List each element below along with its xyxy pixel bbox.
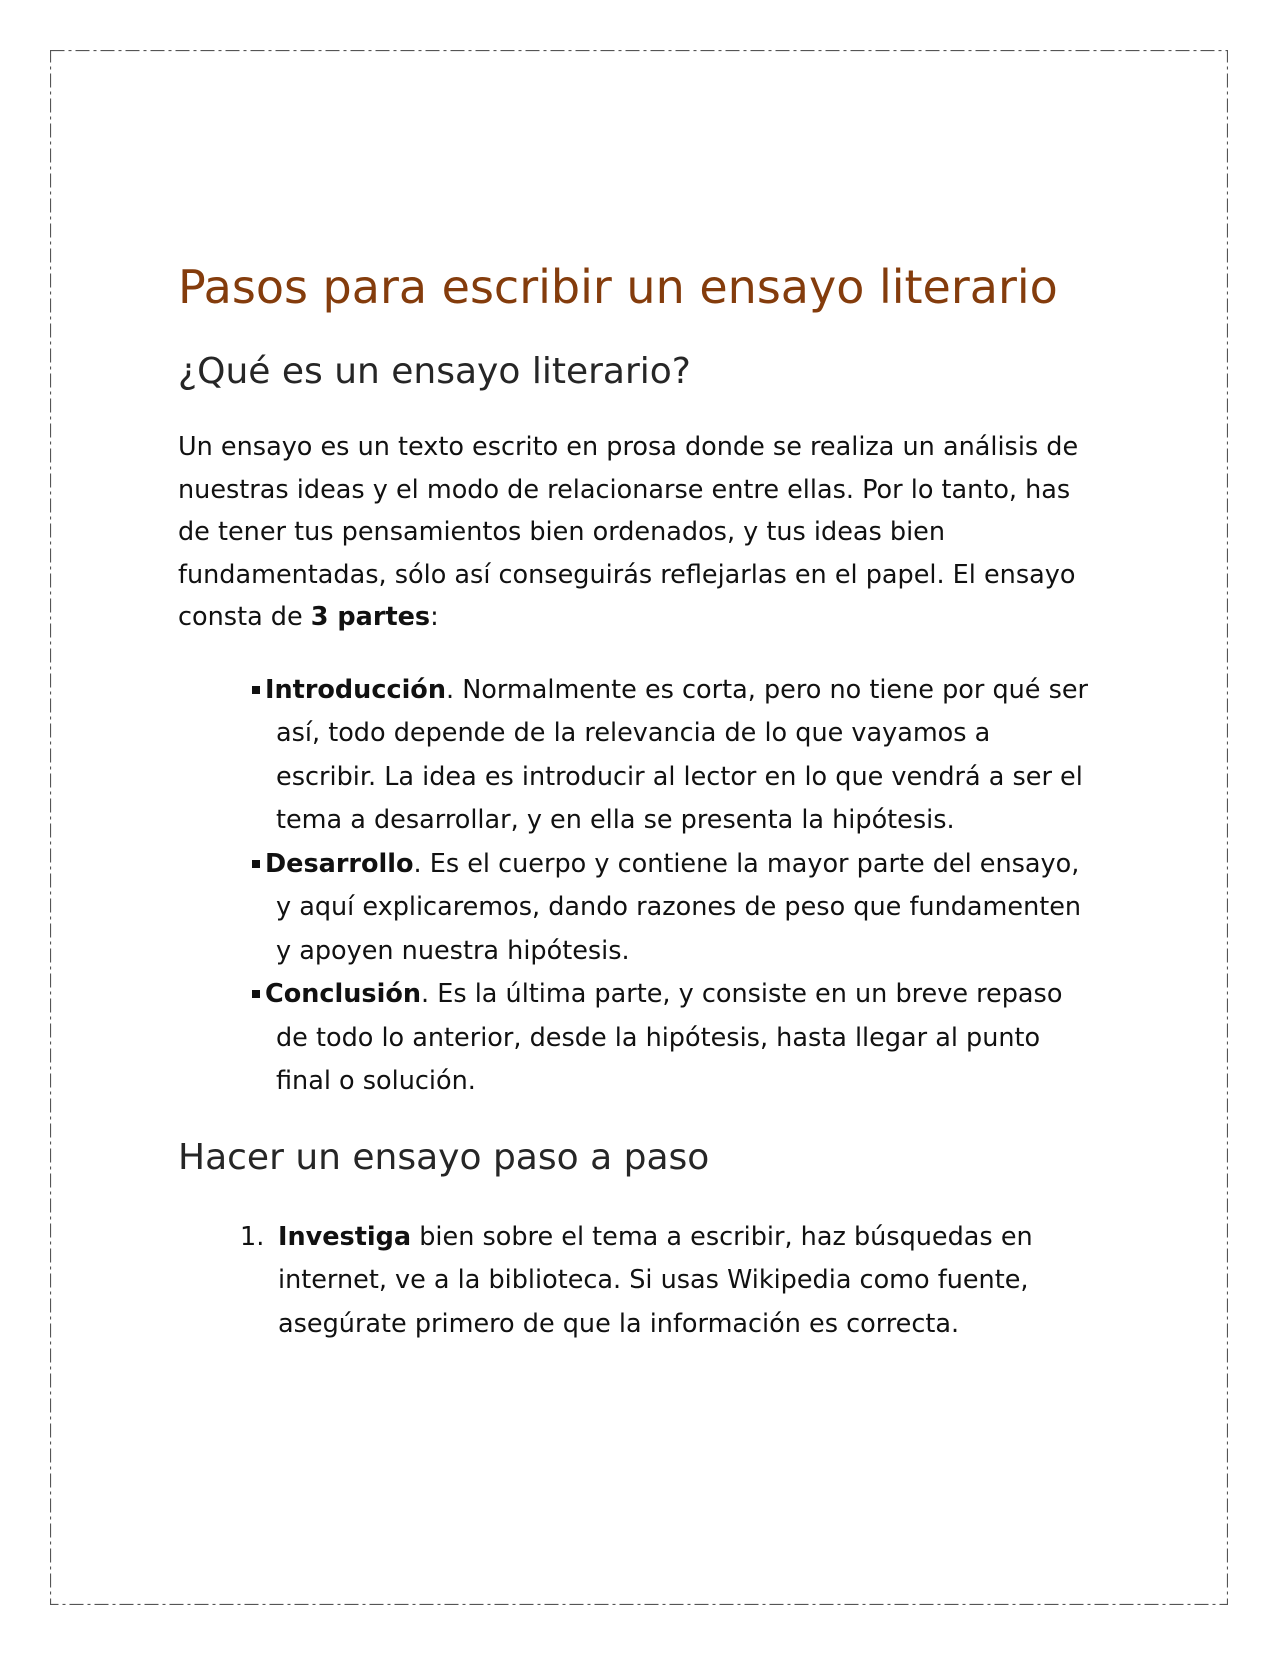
- section-heading-what-is: ¿Qué es un ensayo literario?: [178, 351, 691, 392]
- list-item-desarrollo: [178, 843, 1098, 974]
- part-description: . Es el cuerpo y contiene la mayor parte del ensayo, y aquí explicaremos, dando razones de peso que fundamenten y apoyen nuestra hipótesis.: [276, 848, 1082, 966]
- part-term: Introducción: [265, 674, 446, 705]
- intro-paragraph-text: Un ensayo es un texto escrito en prosa donde se realiza un análisis de nuestras ideas y el modo de relacionarse entre ellas. Por lo tanto, has de tener tus pensamientos bien ordenados, y tus ideas bien fundamentadas, sólo así conseguirás reflejarlas en el papel. El ensayo consta de: [178, 432, 1079, 632]
- part-description: . Es la última parte, y consiste en un breve repaso de todo lo anterior, desde la hipótesis, hasta llegar al punto final o solución.: [276, 979, 1063, 1096]
- list-item-investiga: [178, 1216, 1098, 1347]
- section-heading-steps: Hacer un ensayo paso a paso: [178, 1136, 710, 1178]
- square-bullet-icon: [252, 686, 260, 694]
- essay-parts-list: [178, 669, 1098, 1104]
- list-item-conclusion: [178, 973, 1098, 1104]
- part-term: Conclusión: [265, 979, 421, 1009]
- steps-list: [178, 1216, 1098, 1347]
- document-body: [178, 258, 1098, 1346]
- square-bullet-icon: [252, 990, 260, 998]
- document-title: Pasos para escribir un ensayo literario: [178, 260, 1058, 314]
- part-term: Desarrollo: [265, 848, 414, 879]
- intro-paragraph-bold: 3 partes: [310, 602, 431, 632]
- intro-paragraph-end: :: [430, 602, 439, 632]
- step-number: 1.: [240, 1221, 265, 1252]
- intro-paragraph: [178, 426, 1098, 639]
- step-term: Investiga: [278, 1221, 412, 1252]
- list-item-introduccion: [178, 669, 1098, 843]
- part-description: . Normalmente es corta, pero no tiene por qué ser así, todo depende de la relevancia de lo que vayamos a escribir. La idea es introducir al lector en lo que vendrá a ser el tema a desarrollar, y en ella se presenta la hipótesis.: [276, 674, 1089, 835]
- square-bullet-icon: [252, 860, 260, 868]
- step-description: bien sobre el tema a escribir, haz búsquedas en internet, ve a la biblioteca. Si usas Wikipedia como fuente, asegúrate primero de que la información es correcta.: [278, 1221, 1033, 1339]
